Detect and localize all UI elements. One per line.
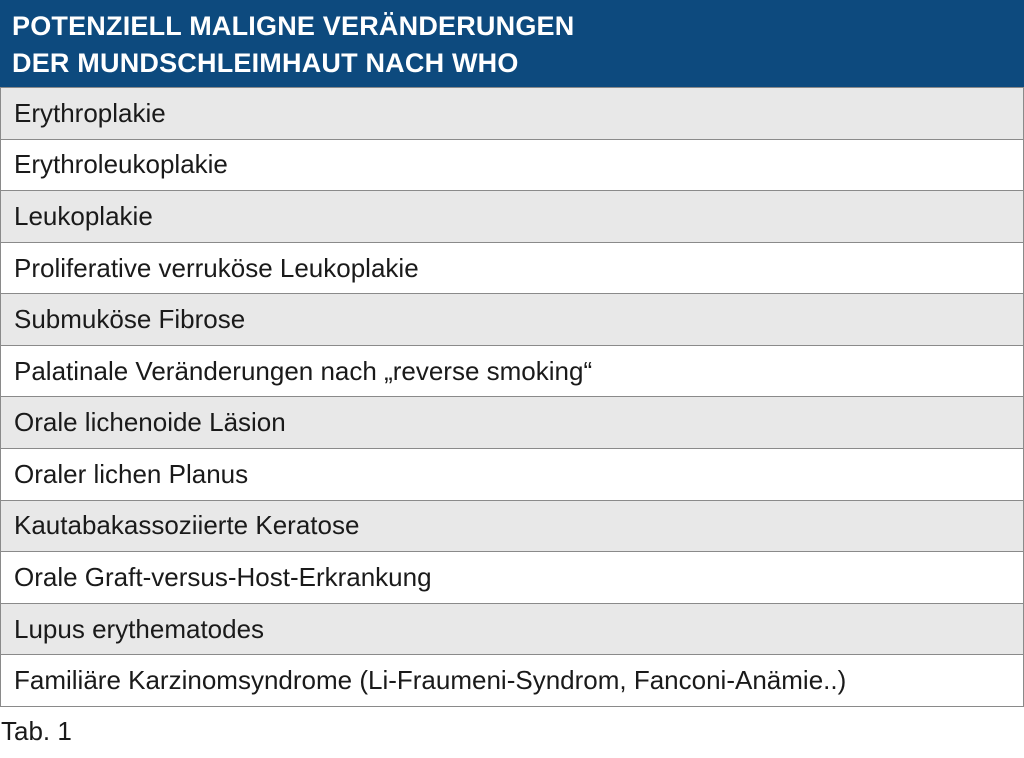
- table-row: [0, 500, 1024, 552]
- table-row: [0, 242, 1024, 294]
- row-label: Kautabakassoziierte Keratose: [14, 510, 360, 541]
- table-row: [0, 190, 1024, 242]
- row-label: Erythroplakie: [14, 97, 166, 128]
- table-row: [0, 87, 1024, 139]
- row-label: Orale lichenoide Läsion: [14, 407, 286, 438]
- table-row: [0, 396, 1024, 448]
- table-row: [0, 551, 1024, 603]
- row-label: Lupus erythematodes: [14, 613, 265, 644]
- row-label: Orale Graft-versus-Host-Erkrankung: [14, 561, 432, 592]
- table-caption: Tab. 1: [1, 716, 72, 746]
- table-row: [0, 654, 1024, 706]
- table-row: [0, 603, 1024, 655]
- row-label: Erythroleukoplakie: [14, 149, 228, 180]
- header-title-line-1: POTENZIELL MALIGNE VERÄNDERUNGEN: [12, 11, 575, 41]
- table-row: [0, 139, 1024, 191]
- table-row: [0, 345, 1024, 397]
- row-label: Palatinale Veränderungen nach „reverse smoking“: [14, 355, 593, 386]
- row-label: Proliferative verruköse Leukoplakie: [14, 252, 419, 283]
- row-label: Leukoplakie: [14, 200, 153, 231]
- header-title-line-2: DER MUNDSCHLEIMHAUT NACH WHO: [12, 48, 519, 78]
- table-body: [0, 87, 1024, 706]
- table-row: [0, 448, 1024, 500]
- row-label: Oraler lichen Planus: [14, 458, 249, 489]
- row-label: Submuköse Fibrose: [14, 304, 246, 335]
- table-header: [0, 0, 1024, 87]
- table-row: [0, 293, 1024, 345]
- row-label: Familiäre Karzinomsyndrome (Li-Fraumeni-Syndrom, Fanconi-Anämie..): [14, 665, 847, 696]
